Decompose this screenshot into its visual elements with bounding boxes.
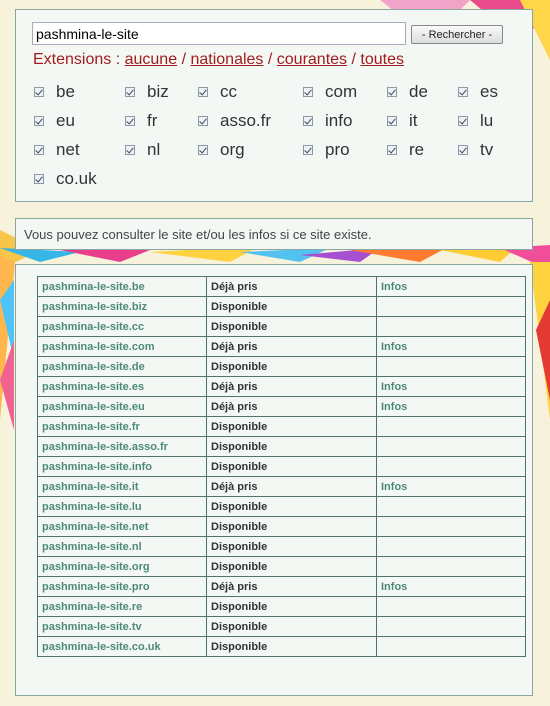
extension-checkbox[interactable] (34, 87, 44, 97)
infos-link[interactable]: Infos (377, 477, 526, 497)
extension-option[interactable] (125, 139, 160, 161)
extension-checkbox[interactable] (198, 145, 208, 155)
table-row (38, 277, 526, 297)
table-row (38, 317, 526, 337)
extensions-filter (33, 51, 404, 69)
separator: / (267, 51, 273, 68)
table-row (38, 537, 526, 557)
extension-checkbox[interactable] (303, 145, 313, 155)
separator: / (181, 51, 187, 68)
domain-link[interactable]: pashmina-le-site.it (38, 477, 207, 497)
extension-option[interactable] (303, 139, 350, 161)
extension-option[interactable] (34, 168, 97, 190)
extension-label: biz (147, 82, 169, 101)
extension-option[interactable] (125, 81, 169, 103)
status-cell: Disponible (207, 617, 377, 637)
infos-link (377, 457, 526, 477)
extension-checkbox[interactable] (34, 145, 44, 155)
extension-checkbox[interactable] (125, 87, 135, 97)
table-row (38, 377, 526, 397)
extension-checkbox[interactable] (34, 116, 44, 126)
extension-option[interactable] (458, 139, 493, 161)
extension-label: it (409, 111, 418, 130)
infos-link (377, 437, 526, 457)
info-message: Vous pouvez consulter le site et/ou les infos si ce site existe. (24, 227, 372, 242)
table-row (38, 557, 526, 577)
extension-option[interactable] (198, 139, 245, 161)
extension-label: nl (147, 140, 161, 159)
extension-label: info (325, 111, 353, 130)
extension-label: be (56, 82, 75, 101)
infos-link (377, 597, 526, 617)
table-row (38, 437, 526, 457)
infos-link (377, 357, 526, 377)
extension-label: de (409, 82, 428, 101)
results-table (37, 276, 526, 657)
extension-option[interactable] (387, 139, 424, 161)
table-row (38, 397, 526, 417)
domain-link[interactable]: pashmina-le-site.de (38, 357, 207, 377)
extension-checkbox[interactable] (303, 116, 313, 126)
extension-option[interactable] (125, 110, 157, 132)
info-panel (15, 218, 533, 250)
table-row (38, 337, 526, 357)
domain-link[interactable]: pashmina-le-site.fr (38, 417, 207, 437)
domain-link[interactable]: pashmina-le-site.lu (38, 497, 207, 517)
domain-link[interactable]: pashmina-le-site.org (38, 557, 207, 577)
extension-checkbox[interactable] (303, 87, 313, 97)
domain-link[interactable]: pashmina-le-site.pro (38, 577, 207, 597)
infos-link[interactable]: Infos (377, 277, 526, 297)
domain-link[interactable]: pashmina-le-site.es (38, 377, 207, 397)
status-cell: Disponible (207, 437, 377, 457)
extension-option[interactable] (303, 81, 357, 103)
status-cell: Disponible (207, 497, 377, 517)
infos-link (377, 557, 526, 577)
filter-link-toutes[interactable]: toutes (360, 51, 404, 68)
extension-label: lu (480, 111, 494, 130)
infos-link[interactable]: Infos (377, 337, 526, 357)
extension-checkbox[interactable] (198, 116, 208, 126)
table-row (38, 297, 526, 317)
table-row (38, 617, 526, 637)
status-cell: Déjà pris (207, 377, 377, 397)
extension-label: co.uk (56, 169, 97, 188)
extension-option[interactable] (387, 81, 428, 103)
extension-option[interactable] (458, 81, 498, 103)
domain-link[interactable]: pashmina-le-site.eu (38, 397, 207, 417)
domain-link[interactable]: pashmina-le-site.nl (38, 537, 207, 557)
domain-link[interactable]: pashmina-le-site.net (38, 517, 207, 537)
table-row (38, 417, 526, 437)
status-cell: Déjà pris (207, 337, 377, 357)
extension-checkbox[interactable] (458, 145, 468, 155)
domain-link[interactable]: pashmina-le-site.cc (38, 317, 207, 337)
table-row (38, 497, 526, 517)
extension-label: re (409, 140, 425, 159)
domain-link[interactable]: pashmina-le-site.biz (38, 297, 207, 317)
extension-option[interactable] (303, 110, 352, 132)
status-cell: Disponible (207, 457, 377, 477)
infos-link (377, 317, 526, 337)
filter-link-aucune[interactable]: aucune (124, 51, 178, 68)
table-row (38, 477, 526, 497)
extension-checkbox[interactable] (387, 116, 397, 126)
status-cell: Déjà pris (207, 397, 377, 417)
status-cell: Disponible (207, 537, 377, 557)
status-cell: Déjà pris (207, 477, 377, 497)
extension-checkbox[interactable] (458, 87, 468, 97)
search-panel (15, 9, 533, 202)
infos-link (377, 517, 526, 537)
extension-checkbox[interactable] (458, 116, 468, 126)
results-panel (15, 264, 533, 696)
extension-label: tv (480, 140, 494, 159)
status-cell: Disponible (207, 597, 377, 617)
extension-label: org (220, 140, 245, 159)
domain-link[interactable]: pashmina-le-site.info (38, 457, 207, 477)
separator: / (351, 51, 356, 68)
extension-checkbox[interactable] (198, 87, 208, 97)
status-cell: Disponible (207, 297, 377, 317)
infos-link (377, 637, 526, 657)
filter-link-nationales[interactable]: nationales (190, 51, 264, 68)
extension-checkbox[interactable] (125, 145, 135, 155)
domain-link[interactable]: pashmina-le-site.com (38, 337, 207, 357)
table-row (38, 577, 526, 597)
status-cell: Disponible (207, 417, 377, 437)
status-cell: Disponible (207, 317, 377, 337)
table-row (38, 597, 526, 617)
table-row (38, 457, 526, 477)
filter-link-courantes[interactable]: courantes (276, 51, 348, 68)
extension-label: com (325, 82, 358, 101)
extension-label: es (480, 82, 498, 101)
extension-option[interactable] (34, 110, 75, 132)
extension-checkbox-grid (34, 81, 534, 201)
search-input[interactable] (32, 22, 406, 45)
infos-link[interactable]: Infos (377, 377, 526, 397)
domain-link[interactable]: pashmina-le-site.co.uk (38, 637, 207, 657)
domain-link[interactable]: pashmina-le-site.re (38, 597, 207, 617)
status-cell: Déjà pris (207, 277, 377, 297)
table-row (38, 637, 526, 657)
infos-link (377, 617, 526, 637)
extension-label: cc (220, 82, 237, 101)
extension-checkbox[interactable] (34, 174, 44, 184)
infos-link[interactable]: Infos (377, 577, 526, 597)
table-row (38, 517, 526, 537)
extension-checkbox[interactable] (125, 116, 135, 126)
extension-label: eu (56, 111, 75, 130)
extension-checkbox[interactable] (387, 145, 397, 155)
extension-label: asso.fr (220, 111, 272, 130)
extension-option[interactable] (198, 110, 271, 132)
extensions-label: Extensions : (33, 51, 121, 68)
table-row (38, 357, 526, 377)
extension-option[interactable] (387, 110, 418, 132)
domain-link[interactable]: pashmina-le-site.asso.fr (38, 437, 207, 457)
infos-link (377, 497, 526, 517)
search-row (32, 22, 512, 46)
status-cell: Disponible (207, 517, 377, 537)
status-cell: Déjà pris (207, 577, 377, 597)
domain-link[interactable]: pashmina-le-site.tv (38, 617, 207, 637)
extension-option[interactable] (34, 139, 80, 161)
extension-option[interactable] (34, 81, 75, 103)
domain-link[interactable]: pashmina-le-site.be (38, 277, 207, 297)
infos-link (377, 417, 526, 437)
status-cell: Disponible (207, 637, 377, 657)
status-cell: Disponible (207, 357, 377, 377)
search-button[interactable]: - Rechercher - (411, 25, 503, 44)
status-cell: Disponible (207, 557, 377, 577)
infos-link (377, 537, 526, 557)
extension-label: fr (147, 111, 158, 130)
extension-label: pro (325, 140, 350, 159)
extension-option[interactable] (458, 110, 493, 132)
extension-label: net (56, 140, 80, 159)
extension-option[interactable] (198, 81, 237, 103)
extension-checkbox[interactable] (387, 87, 397, 97)
infos-link[interactable]: Infos (377, 397, 526, 417)
infos-link (377, 297, 526, 317)
